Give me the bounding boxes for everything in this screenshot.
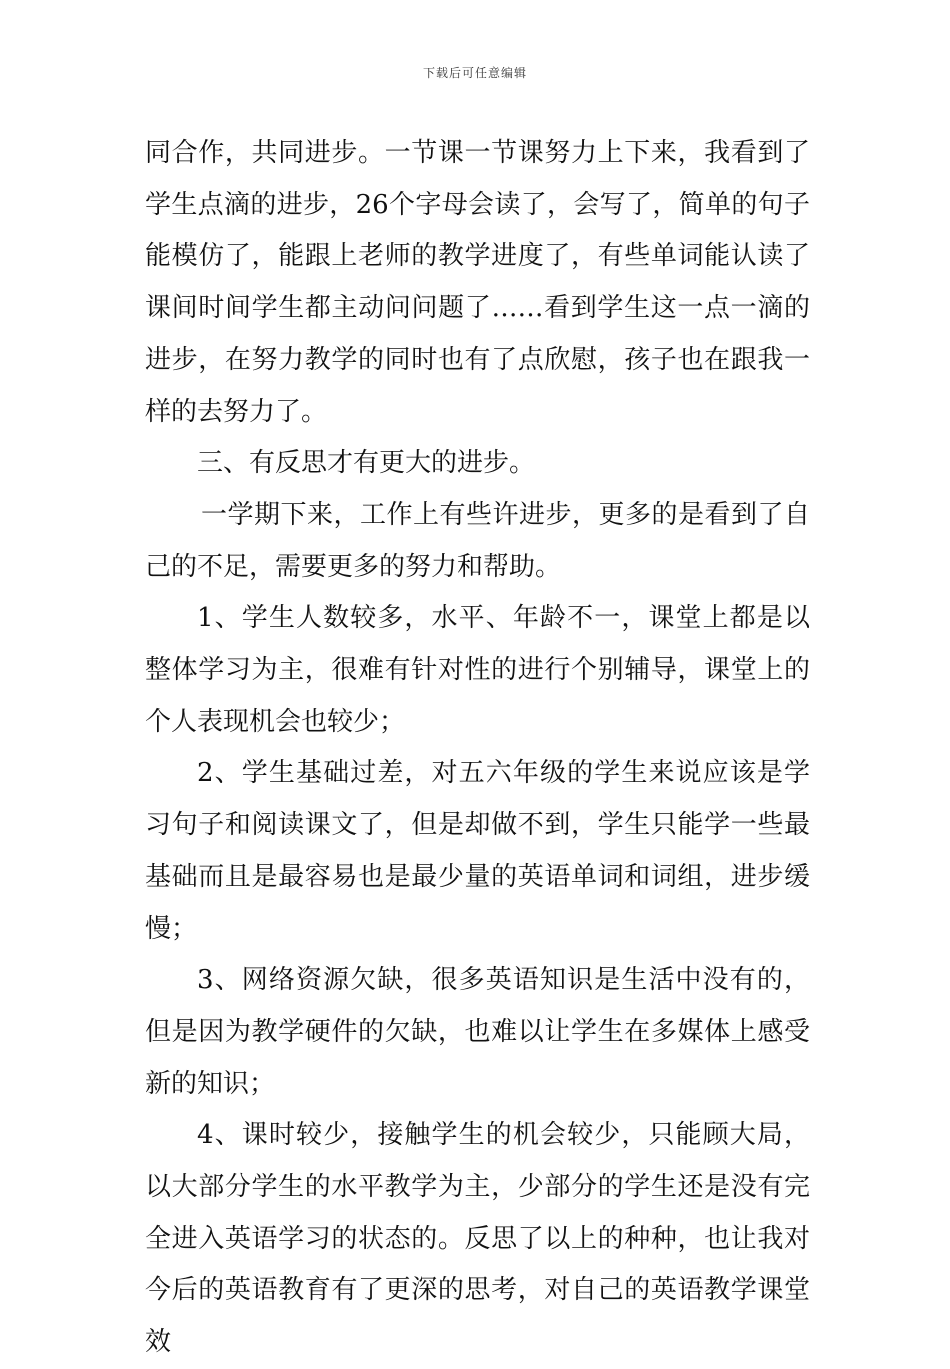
list-item-2: 2、学生基础过差，对五六年级的学生来说应该是学习句子和阅读课文了，但是却做不到，学生只能学一些最基础而且是最容易也是最少量的英语单词和词组，进步缓慢； xyxy=(145,758,810,944)
list-item-1: 1、学生人数较多，水平、年龄不一，课堂上都是以整体学习为主，很难有针对性的进行个别辅导，课堂上的个人表现机会也较少； xyxy=(145,603,810,737)
section-3-intro: 一学期下来，工作上有些许进步，更多的是看到了自己的不足，需要更多的努力和帮助。 xyxy=(145,499,810,582)
section-3-heading: 三、有反思才有更大的进步。 xyxy=(197,448,536,479)
list-item-3: 3、网络资源欠缺，很多英语知识是生活中没有的，但是因为教学硬件的欠缺，也难以让学生在多媒体上感受新的知识； xyxy=(145,965,810,1099)
page-header-note: 下载后可任意编辑 xyxy=(422,66,527,80)
paragraph-continuation: 同合作，共同进步。一节课一节课努力上下来，我看到了学生点滴的进步，26个字母会读了，会写了，简单的句子能模仿了，能跟上老师的教学进度了，有些单词能认读了课间时间学生都主动问问题了……看到学生这一点一滴的进步，在努力教学的同时也有了点欣慰，孩子也在跟我一样的去努力了。 xyxy=(145,138,810,427)
document-body xyxy=(145,128,810,1369)
list-item-4: 4、课时较少，接触学生的机会较少，只能顾大局，以大部分学生的水平教学为主，少部分的学生还是没有完全进入英语学习的状态的。反思了以上的种种，也让我对今后的英语教育有了更深的思考，对自己的英语教学课堂效 xyxy=(145,1120,810,1358)
